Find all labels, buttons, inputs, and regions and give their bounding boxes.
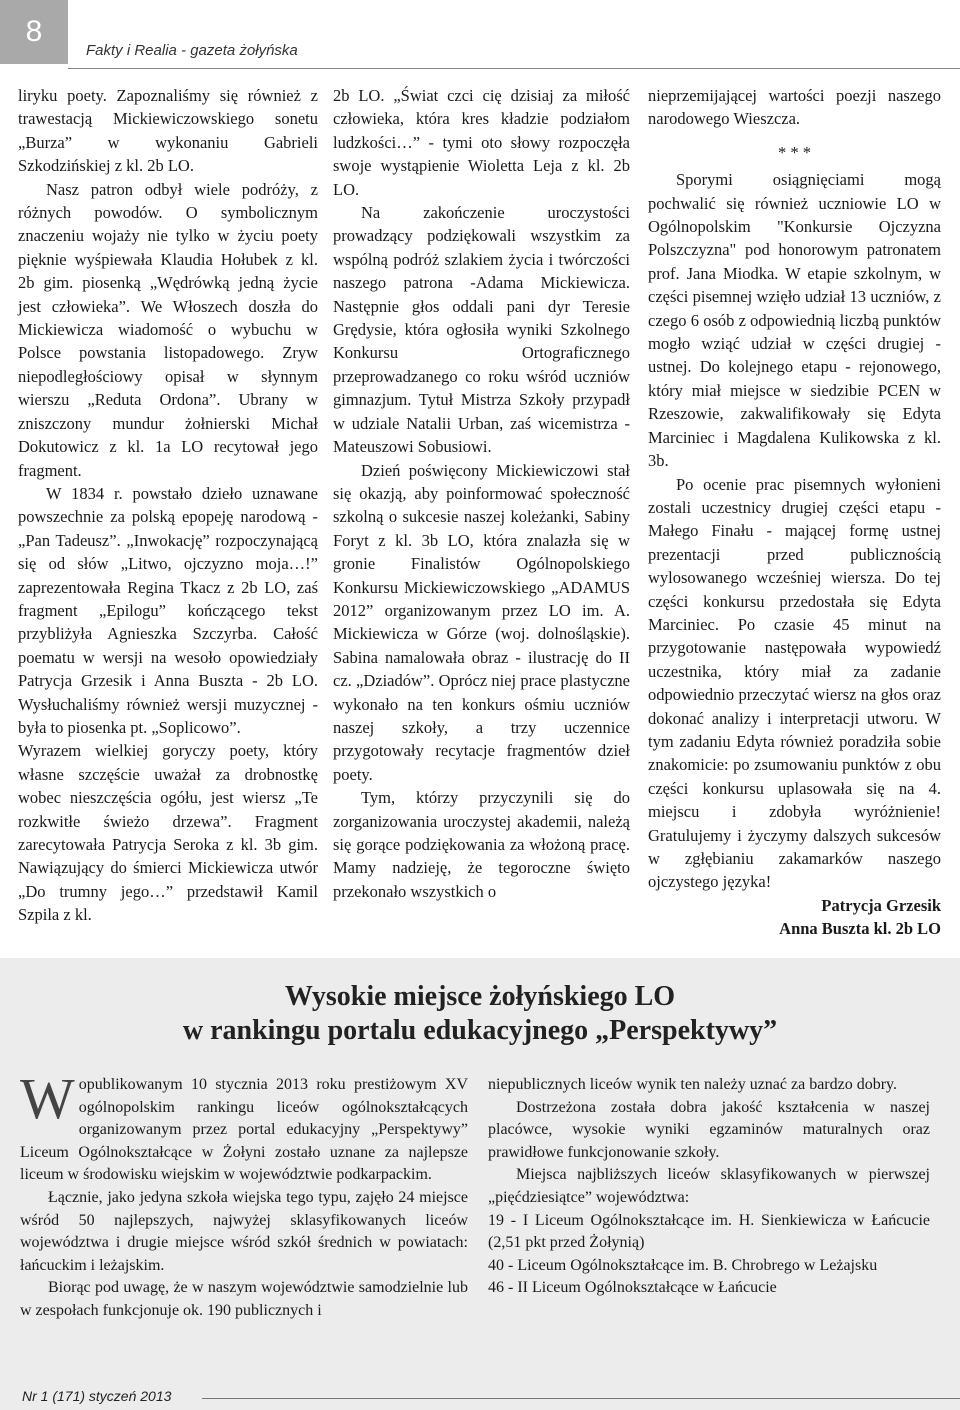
paragraph: Miejsca najbliższych liceów sklasyfikowanych w pierwszej „pięćdziesiątce” województwa: — [488, 1166, 930, 1206]
footer-rule — [202, 1398, 960, 1399]
paragraph: Dzień poświęcony Mickiewiczowi stał się okazją, aby poinformować społeczność szkolną o sukcesie naszej koleżanki, Sabiny Foryt z kl. 3b LO, która znalazła się w gronie Finalistów Ogólnopolskiego Konkursu Mickiewiczowskiego „ADAMUS 2012” organizowanym przez LO im. A. Mickiewicza w Górze (woj. dolnośląskie). Sabina namalowała obraz - ilustrację do II cz. „Dziadów”. Oprócz niej prace plastyczne wykonało na ten konkurs ośmiu uczniów naszej szkoły, a trzy uczennice przygotowały recytacje fragmentów dzieł poety. — [333, 460, 630, 784]
page-number: 8 — [0, 0, 68, 64]
dropcap: W — [20, 1066, 75, 1131]
author-signature: Anna Buszta kl. 2b LO — [779, 919, 941, 939]
article-column-3 — [648, 84, 941, 941]
paragraph: Nasz patron odbył wiele podróży, z różnych powodów. O symbolicznym znaczeniu wojaży nie tylko w życiu poety pięknie wyśpiewała Klaudia Hołubek z kl. 2b gim. piosenką „Wędrówką jedną życie jest człowieka”. We Włoszech doszła do Mickiewicza wiadomość o wybuchu w Polsce powstania listopadowego. Zryw niepodległościowy opisał w słynnym wierszu „Reduta Ordona”. Ubrany w zniszczony mundur żołnierski Michał Dokutowicz z kl. 1a LO recytował jego fragment. — [18, 179, 318, 480]
paragraph: Łącznie, jako jedyna szkoła wiejska tego typu, zajęło 24 miejsce wśród 50 najlepszych, najwyżej sklasyfikowanych liceów województwa i drugie miejsce wśród szkół średnich w powiatach: łańcuckim i leżajskim. — [20, 1188, 468, 1274]
ranking-item: 46 - II Liceum Ogólnokształcące w Łańcucie — [488, 1279, 777, 1297]
paragraph: Wyrazem wielkiej goryczy poety, który własne szczęście uważał za drobnostkę wobec nieszczęścia ogółu, jest wiersz „Te rozkwitłe świeżo drzewa”. Fragment zarecytowała Patrycja Seroka z kl. 3b gim. Nawiązujący do śmierci Mickiewicza utwór „Do trumny jego…” przedstawił Kamil Szpila z kl. — [18, 741, 318, 925]
header-rule — [68, 68, 960, 69]
issue-footer: Nr 1 (171) styczeń 2013 — [22, 1388, 172, 1404]
article-headline — [0, 980, 960, 1048]
paragraph: liryku poety. Zapoznaliśmy się również z trawestacją Mickiewiczowskiego sonetu „Burza” w wykonaniu Gabrieli Szkodzińskiej z kl. 2b LO. — [18, 86, 318, 176]
paragraph: Dostrzeżona została dobra jakość kształcenia w naszej placówce, wysokie wyniki egzaminów maturalnych oraz prawidłowe funkcjonowanie szkoły. — [488, 1098, 930, 1161]
headline-line-1: Wysokie miejsce żołyńskiego LO — [284, 981, 676, 1012]
article-column-2 — [333, 84, 630, 903]
paragraph: Po ocenie prac pisemnych wyłonieni zostali uczestnicy drugiej części etapu - Małego Finału - mającej formę ustnej prezentacji przed publicznością wylosowanego wcześniej wiersza. Do tej części konkursu przedostała się Edyta Marciniec. Po czasie 45 minut na przygotowanie następowała wypowiedź uczestnika, który miał za zadanie odpowiednio przeczytać wiersz na głos oraz dokonać analizy i interpretacji utworu. W tym zadaniu Edyta również poradziła sobie znakomicie: po zsumowaniu punktów z obu części konkursu uplasowała się na 4. miejscu i zdobyła wyróżnienie! Gratulujemy i życzymy dalszych sukcesów w zgłębianiu zakamarków naszego ojczystego języka! — [648, 474, 941, 892]
publication-title: Fakty i Realia - gazeta żołyńska — [86, 42, 298, 59]
paragraph: Biorąc pod uwagę, że w naszym województwie samodzielnie lub w zespołach funkcjonuje ok. 190 publicznych i — [20, 1279, 468, 1319]
lower-column-2 — [488, 1074, 930, 1300]
paragraph-text: opublikowanym 10 stycznia 2013 roku prestiżowym XV ogólnopolskim rankingu liceów ogólnokształcących organizowanym przez portal edukacyjny „Perspektywy” Liceum Ogólnokształcące w Żołyni zostało uznane za najlepsze liceum w środowisku wiejskim w województwie podkarpackim. — [20, 1076, 468, 1184]
paragraph: 2b LO. „Świat czci cię dzisiaj za miłość człowieka, która kres kładzie podziałom ludzkości…” - tymi oto słowy rozpoczęła swoje wystąpienie Wioletta Leja z kl. 2b LO. — [333, 86, 630, 199]
paragraph — [20, 1066, 468, 1187]
paragraph: W 1834 r. powstało dzieło uznawane powszechnie za polską epopeję narodową - „Pan Tadeusz”. „Inwokację” rozpoczynającą się od słów „Litwo, ojczyzno moja…!” zaprezentowała Regina Tkacz z 2b LO, zaś fragment „Epilogu” kończącego tekst przybliżyła Agnieszka Szczyrba. Całość poematu w wersji na wesoło opowiedziały Patrycja Grzesik i Anna Buszta - 2b LO. Wysłuchaliśmy również wersji muzycznej - była to piosenka pt. „Soplicowo”. — [18, 483, 318, 737]
paragraph: niepublicznych liceów wynik ten należy uznać za bardzo dobry. — [488, 1076, 898, 1093]
ranking-item: 40 - Liceum Ogólnokształcące im. B. Chrobrego w Leżajsku — [488, 1256, 878, 1274]
paragraph: Sporymi osiągnięciami mogą pochwalić się również uczniowie LO w Ogólnopolskim "Konkursie Ojczyzna Polszczyzna" pod honorowym patronatem prof. Jana Miodka. W etapie szkolnym, w części pisemnej wzięło udział 13 uczniów, z czego 6 osób z odpowiednią liczbą punktów mogło wziąć udział w części drugiej - ustnej. Do kolejnego etapu - rejonowego, który miał miejsce w siedzibie PCEN w Rzeszowie, zakwalifikowały się Edyta Marciniec i Magdalena Kulikowska z kl. 3b. — [648, 170, 941, 471]
article-column-1 — [18, 84, 318, 927]
paragraph: Tym, którzy przyczynili się do zorganizowania uroczystej akademii, należą się gorące podziękowania za włożoną pracę. Mamy nadzieję, że tegoroczne święto przekonało wszystkich o — [333, 788, 630, 901]
paragraph: Na zakończenie uroczystości prowadzący podziękowali wszystkim za wspólną podróż szlakiem życia i twórczości naszego patrona -Adama Mickiewicza. Następnie głos oddali pani dyr Teresie Grędysie, która ogłosiła wyniki Szkolnego Konkursu Ortograficznego przeprowadzanego co roku wśród uczniów gimnazjum. Tytuł Mistrza Szkoły przypadł w udziale Natalii Urban, zaś wicemistrza - Mateuszowi Sobusiowi. — [333, 203, 630, 457]
author-signature: Patrycja Grzesik — [821, 895, 941, 915]
headline-line-2: w rankingu portalu edukacyjnego „Perspektywy” — [182, 1015, 778, 1046]
section-separator: * * * — [778, 142, 811, 162]
paragraph: nieprzemijającej wartości poezji naszego narodowego Wieszcza. — [648, 86, 941, 129]
lower-column-1 — [20, 1066, 468, 1323]
ranking-item: 19 - I Liceum Ogólnokształcące im. H. Sienkiewicza w Łańcucie (2,51 pkt przed Żołynią) — [488, 1211, 930, 1252]
